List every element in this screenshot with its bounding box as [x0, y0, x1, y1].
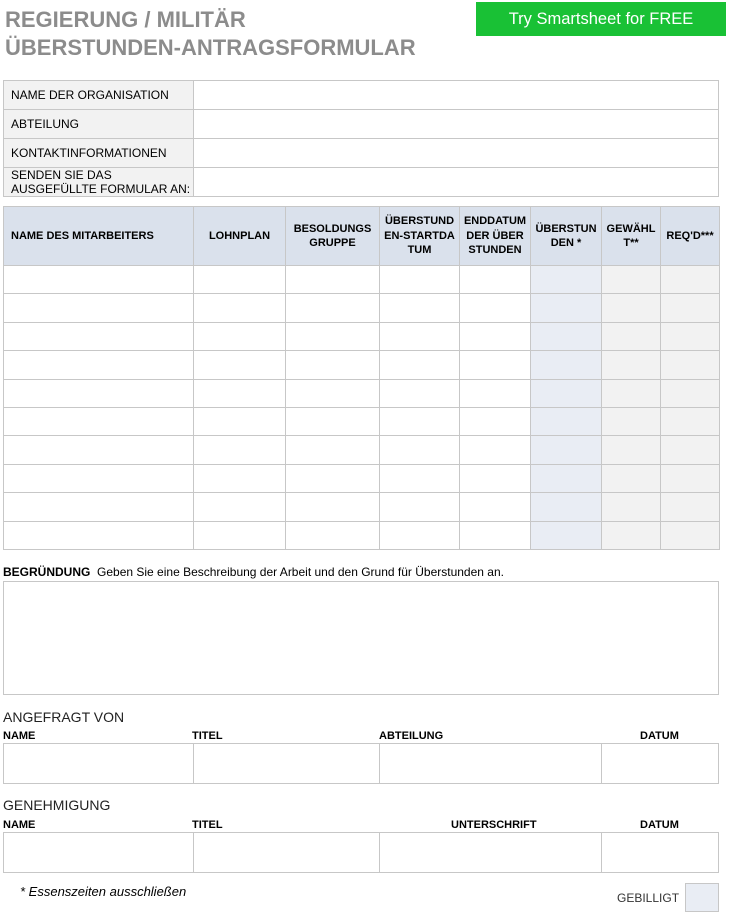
- table-cell[interactable]: [194, 294, 286, 322]
- table-cell[interactable]: [460, 379, 531, 407]
- approval-row: [3, 832, 719, 873]
- table-cell[interactable]: [531, 407, 602, 435]
- table-cell[interactable]: [602, 436, 661, 464]
- table-cell[interactable]: [380, 436, 460, 464]
- table-cell[interactable]: [661, 464, 720, 492]
- approval-title-field[interactable]: [194, 833, 380, 873]
- requested-by-row: [3, 743, 719, 784]
- table-cell[interactable]: [460, 351, 531, 379]
- table-cell[interactable]: [380, 322, 460, 350]
- approval-date-label: DATUM: [640, 819, 679, 831]
- table-cell[interactable]: [194, 436, 286, 464]
- org-row: [4, 168, 719, 197]
- table-cell[interactable]: [602, 379, 661, 407]
- requested-name-field[interactable]: [4, 744, 194, 784]
- requested-name-label: NAME: [3, 730, 36, 742]
- requested-department-field[interactable]: [380, 744, 602, 784]
- page-title-line1: REGIERUNG / MILITÄR: [5, 7, 246, 32]
- table-cell[interactable]: [286, 266, 380, 294]
- org-row: [4, 110, 719, 139]
- table-cell[interactable]: [4, 379, 194, 407]
- table-row: [4, 407, 720, 435]
- table-cell[interactable]: [194, 266, 286, 294]
- table-cell[interactable]: [460, 322, 531, 350]
- table-cell[interactable]: [286, 493, 380, 521]
- table-cell[interactable]: [531, 322, 602, 350]
- table-cell[interactable]: [602, 464, 661, 492]
- table-cell[interactable]: [661, 351, 720, 379]
- reason-instruction: [3, 565, 504, 579]
- table-cell[interactable]: [4, 266, 194, 294]
- table-cell[interactable]: [602, 521, 661, 549]
- table-cell[interactable]: [380, 351, 460, 379]
- table-row: [4, 322, 720, 350]
- table-cell[interactable]: [286, 294, 380, 322]
- table-cell[interactable]: [286, 521, 380, 549]
- table-cell[interactable]: [602, 266, 661, 294]
- department-label: ABTEILUNG: [4, 110, 194, 139]
- footnote: * Essenszeiten ausschließen: [20, 884, 187, 899]
- table-cell[interactable]: [531, 351, 602, 379]
- table-cell[interactable]: [380, 493, 460, 521]
- col-overtime-hours: ÜBERSTUNDEN *: [531, 207, 602, 266]
- approval-signature-field[interactable]: [380, 833, 602, 873]
- table-cell[interactable]: [4, 294, 194, 322]
- table-row: [4, 266, 720, 294]
- table-cell[interactable]: [661, 521, 720, 549]
- table-cell[interactable]: [380, 379, 460, 407]
- send-to-label: SENDEN SIE DAS AUSGEFÜLLTE FORMULAR AN:: [4, 168, 194, 197]
- table-cell[interactable]: [194, 407, 286, 435]
- approval-signature-label: UNTERSCHRIFT: [451, 819, 537, 831]
- requested-title-label: TITEL: [192, 730, 223, 742]
- page-title-line2: ÜBERSTUNDEN-ANTRAGSFORMULAR: [5, 35, 416, 60]
- table-cell[interactable]: [531, 294, 602, 322]
- table-cell[interactable]: [531, 266, 602, 294]
- org-row: [4, 139, 719, 168]
- table-cell[interactable]: [460, 493, 531, 521]
- table-row: [4, 493, 720, 521]
- table-cell[interactable]: [380, 407, 460, 435]
- approval-date-field[interactable]: [602, 833, 719, 873]
- table-cell[interactable]: [531, 379, 602, 407]
- table-cell[interactable]: [194, 464, 286, 492]
- table-cell[interactable]: [460, 464, 531, 492]
- table-cell[interactable]: [602, 493, 661, 521]
- table-cell[interactable]: [4, 436, 194, 464]
- table-cell[interactable]: [661, 266, 720, 294]
- org-row: [4, 81, 719, 110]
- table-cell[interactable]: [531, 464, 602, 492]
- table-cell[interactable]: [286, 436, 380, 464]
- table-cell[interactable]: [4, 322, 194, 350]
- table-cell[interactable]: [286, 464, 380, 492]
- table-row: [4, 464, 720, 492]
- table-cell[interactable]: [460, 521, 531, 549]
- table-cell[interactable]: [661, 436, 720, 464]
- col-required: REQ'D***: [661, 207, 720, 266]
- reason-text: Geben Sie eine Beschreibung der Arbeit und den Grund für Überstunden an.: [97, 565, 504, 579]
- table-row: [4, 379, 720, 407]
- table-cell[interactable]: [661, 322, 720, 350]
- col-end-date: ENDDATUM DER ÜBERSTUNDEN: [460, 207, 531, 266]
- table-cell[interactable]: [380, 521, 460, 549]
- table-cell[interactable]: [661, 493, 720, 521]
- table-cell[interactable]: [531, 436, 602, 464]
- requested-by-title: ANGEFRAGT VON: [3, 709, 125, 725]
- department-field[interactable]: [194, 110, 719, 139]
- table-cell[interactable]: [661, 294, 720, 322]
- table-cell[interactable]: [4, 351, 194, 379]
- table-cell[interactable]: [194, 351, 286, 379]
- table-cell[interactable]: [602, 294, 661, 322]
- col-grade: BESOLDUNGS GRUPPE: [286, 207, 380, 266]
- table-cell[interactable]: [194, 322, 286, 350]
- table-cell[interactable]: [460, 294, 531, 322]
- requested-date-label: DATUM: [640, 730, 679, 742]
- col-employee-name: NAME DES MITARBEITERS: [4, 207, 194, 266]
- table-cell[interactable]: [194, 379, 286, 407]
- table-cell[interactable]: [286, 351, 380, 379]
- table-cell[interactable]: [602, 407, 661, 435]
- table-row: [4, 436, 720, 464]
- approval-title: GENEHMIGUNG: [3, 797, 111, 813]
- reason-textarea[interactable]: [3, 581, 719, 695]
- requested-department-label: ABTEILUNG: [379, 730, 444, 742]
- table-cell[interactable]: [602, 322, 661, 350]
- table-cell[interactable]: [380, 294, 460, 322]
- table-cell[interactable]: [380, 464, 460, 492]
- contact-field[interactable]: [194, 139, 719, 168]
- table-cell[interactable]: [4, 407, 194, 435]
- table-cell[interactable]: [4, 493, 194, 521]
- table-cell[interactable]: [531, 521, 602, 549]
- table-cell[interactable]: [286, 322, 380, 350]
- send-to-field[interactable]: [194, 168, 719, 197]
- approved-label: GEBILLIGT: [617, 891, 680, 905]
- approval-name-label: NAME: [3, 819, 36, 831]
- col-start-date: ÜBERSTUNDEN-STARTDATUM: [380, 207, 460, 266]
- table-cell[interactable]: [460, 436, 531, 464]
- table-header-row: [4, 207, 720, 266]
- col-pay-plan: LOHNPLAN: [194, 207, 286, 266]
- table-cell[interactable]: [286, 379, 380, 407]
- table-cell[interactable]: [661, 407, 720, 435]
- requested-title-field[interactable]: [194, 744, 380, 784]
- table-cell[interactable]: [194, 521, 286, 549]
- requested-date-field[interactable]: [602, 744, 719, 784]
- page-title: [5, 6, 416, 62]
- table-cell[interactable]: [380, 266, 460, 294]
- approval-name-field[interactable]: [4, 833, 194, 873]
- col-chosen: GEWÄHLT**: [602, 207, 661, 266]
- table-cell[interactable]: [602, 351, 661, 379]
- table-cell[interactable]: [531, 493, 602, 521]
- try-smartsheet-button[interactable]: Try Smartsheet for FREE: [476, 2, 726, 36]
- table-cell[interactable]: [194, 493, 286, 521]
- organization-table: [3, 80, 719, 197]
- table-cell[interactable]: [661, 379, 720, 407]
- table-cell[interactable]: [4, 521, 194, 549]
- table-row: [4, 294, 720, 322]
- table-cell[interactable]: [460, 407, 531, 435]
- reason-label: BEGRÜNDUNG: [3, 565, 91, 579]
- table-cell[interactable]: [4, 464, 194, 492]
- table-row: [4, 521, 720, 549]
- org-name-field[interactable]: [194, 81, 719, 110]
- approved-checkbox[interactable]: [685, 883, 719, 912]
- table-cell[interactable]: [460, 266, 531, 294]
- table-cell[interactable]: [286, 407, 380, 435]
- org-name-label: NAME DER ORGANISATION: [4, 81, 194, 110]
- approval-title-label: TITEL: [192, 819, 223, 831]
- employee-overtime-table: [3, 206, 720, 550]
- table-row: [4, 351, 720, 379]
- contact-label: KONTAKTINFORMATIONEN: [4, 139, 194, 168]
